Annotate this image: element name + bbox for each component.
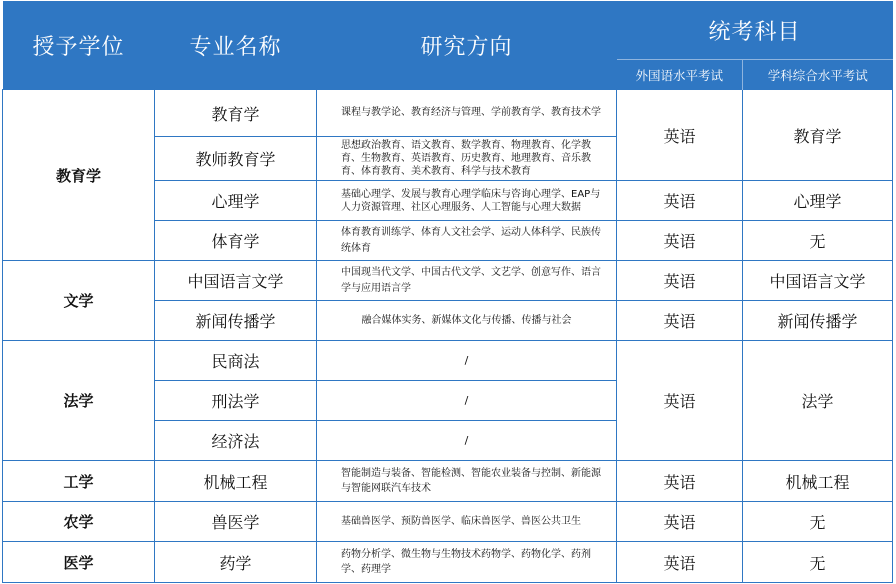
header-exam: 统考科目	[617, 1, 893, 60]
direction-cell: 课程与教学论、教育经济与管理、学前教育学、教育技术学	[317, 90, 617, 137]
major-cell: 药学	[155, 542, 317, 583]
major-cell: 体育学	[155, 221, 317, 261]
comprehensive-exam-cell: 中国语言文学	[743, 261, 893, 301]
major-cell: 兽医学	[155, 502, 317, 542]
direction-cell: 中国现当代文学、中国古代文学、文艺学、创意写作、语言学与应用语言学	[317, 261, 617, 301]
major-cell: 中国语言文学	[155, 261, 317, 301]
degree-cell: 文学	[3, 261, 155, 341]
major-cell: 刑法学	[155, 381, 317, 421]
direction-cell: 基础心理学、发展与教育心理学临床与咨询心理学、EAP与人力资源管理、社区心理服务、人工智能与心理大数据	[317, 181, 617, 221]
degree-cell: 农学	[3, 502, 155, 542]
header-foreign-language: 外国语水平考试	[617, 60, 743, 90]
major-cell: 新闻传播学	[155, 301, 317, 341]
foreign-exam-cell: 英语	[617, 301, 743, 341]
comprehensive-exam-cell: 法学	[743, 341, 893, 461]
degree-cell: 教育学	[3, 90, 155, 261]
degree-cell: 医学	[3, 542, 155, 583]
degree-cell: 法学	[3, 341, 155, 461]
header-comprehensive: 学科综合水平考试	[743, 60, 893, 90]
foreign-exam-cell: 英语	[617, 181, 743, 221]
major-cell: 民商法	[155, 341, 317, 381]
major-cell: 教师教育学	[155, 137, 317, 181]
direction-cell: 体育教育训练学、体育人文社会学、运动人体科学、民族传统体育	[317, 221, 617, 261]
direction-cell: /	[317, 421, 617, 461]
foreign-exam-cell: 英语	[617, 542, 743, 583]
comprehensive-exam-cell: 无	[743, 502, 893, 542]
table-row	[3, 461, 893, 502]
direction-cell: 融合媒体实务、新媒体文化与传播、传播与社会	[317, 301, 617, 341]
table-row	[3, 90, 893, 137]
major-cell: 经济法	[155, 421, 317, 461]
direction-cell: /	[317, 341, 617, 381]
foreign-exam-cell: 英语	[617, 461, 743, 502]
direction-cell: /	[317, 381, 617, 421]
table-row	[3, 542, 893, 583]
foreign-exam-cell: 英语	[617, 90, 743, 181]
foreign-exam-cell: 英语	[617, 221, 743, 261]
header-degree: 授予学位	[3, 1, 155, 90]
comprehensive-exam-cell: 无	[743, 221, 893, 261]
degree-cell: 工学	[3, 461, 155, 502]
foreign-exam-cell: 英语	[617, 502, 743, 542]
major-cell: 心理学	[155, 181, 317, 221]
table-row	[3, 502, 893, 542]
foreign-exam-cell: 英语	[617, 261, 743, 301]
comprehensive-exam-cell: 机械工程	[743, 461, 893, 502]
comprehensive-exam-cell: 心理学	[743, 181, 893, 221]
comprehensive-exam-cell: 新闻传播学	[743, 301, 893, 341]
exam-subjects-table	[2, 1, 893, 583]
direction-cell: 思想政治教育、语文教育、数学教育、物理教育、化学教育、生物教育、英语教育、历史教育、地理教育、音乐教育、体育教育、美术教育、科学与技术教育	[317, 137, 617, 181]
foreign-exam-cell: 英语	[617, 341, 743, 461]
major-cell: 机械工程	[155, 461, 317, 502]
header-major: 专业名称	[155, 1, 317, 90]
direction-cell: 基础兽医学、预防兽医学、临床兽医学、兽医公共卫生	[317, 502, 617, 542]
major-cell: 教育学	[155, 90, 317, 137]
comprehensive-exam-cell: 教育学	[743, 90, 893, 181]
header-direction: 研究方向	[317, 1, 617, 90]
direction-cell: 药物分析学、微生物与生物技术药物学、药物化学、药剂学、药理学	[317, 542, 617, 583]
table-row	[3, 341, 893, 381]
table-row	[3, 261, 893, 301]
comprehensive-exam-cell: 无	[743, 542, 893, 583]
direction-cell: 智能制造与装备、智能检测、智能农业装备与控制、新能源与智能网联汽车技术	[317, 461, 617, 502]
